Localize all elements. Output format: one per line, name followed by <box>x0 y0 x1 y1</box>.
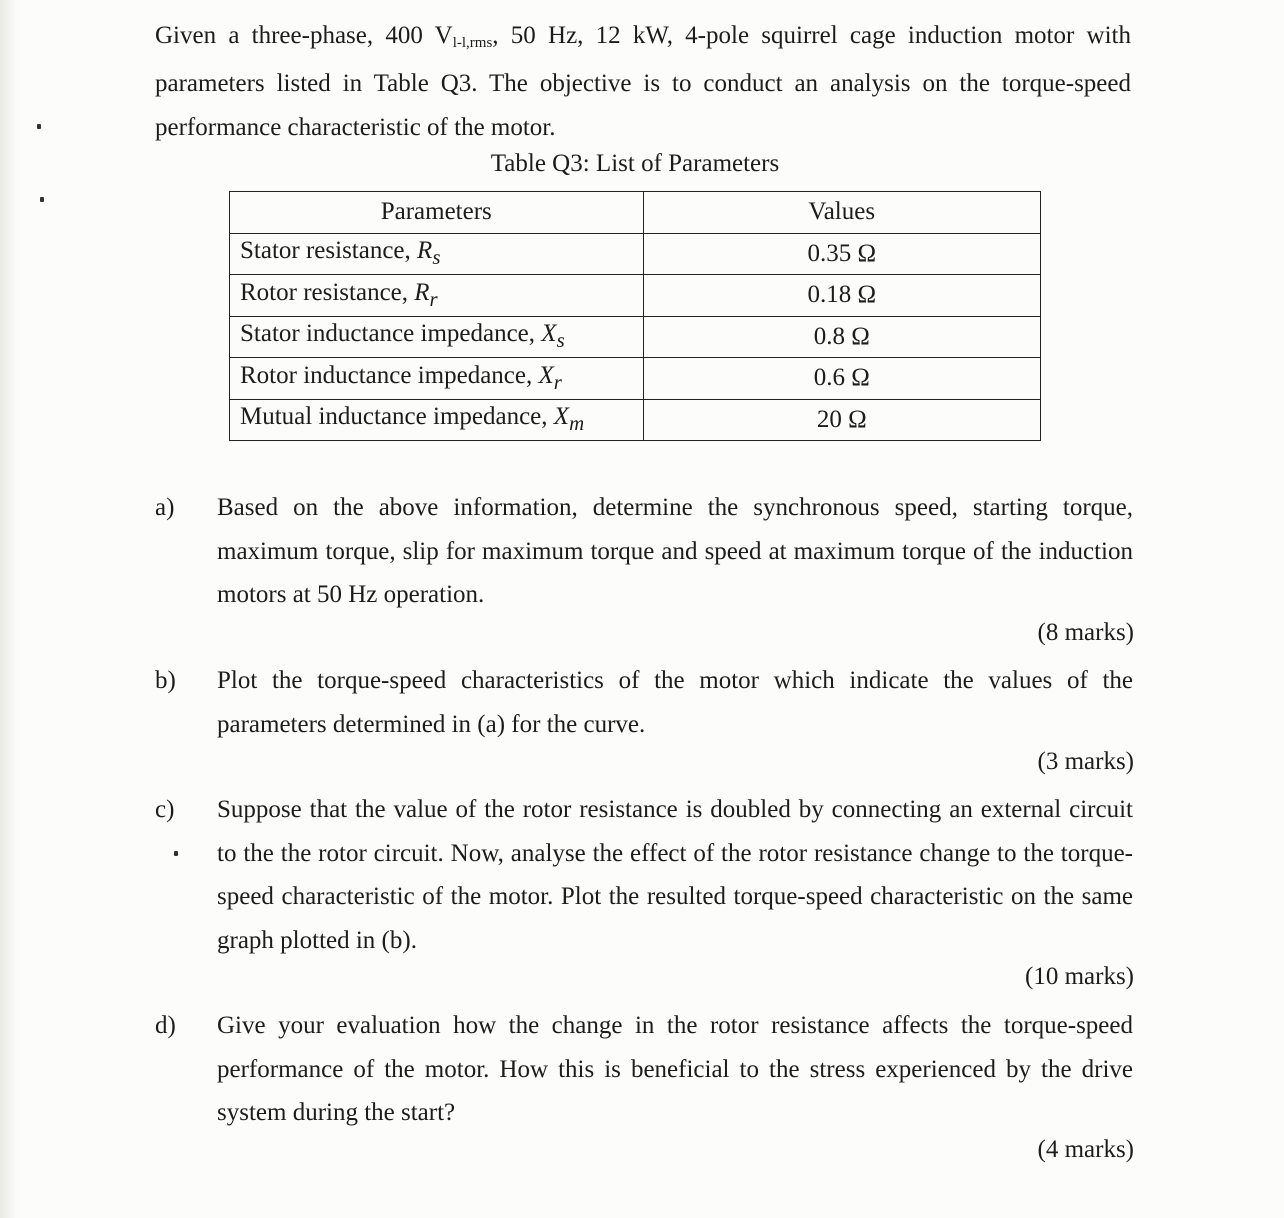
header-parameters: Parameters <box>230 192 644 234</box>
intro-text-end: , 50 Hz, 12 kW, 4-pole squirrel cage induction motor with parameters listed in Table Q3. The objective is to conduct an analysis on the torque-speed performance characteristic of the motor. <box>155 22 1131 141</box>
parameter-name: Rotor inductance impedance, $X_r$ <box>230 358 644 400</box>
parameter-value: 0.6 Ω <box>643 358 1040 400</box>
parameter-value: 20 Ω <box>643 399 1040 441</box>
parameter-name: Rotor resistance, $R_r$ <box>230 275 644 317</box>
question-text: Give your evaluation how the change in the rotor resistance affects the torque-speed performance of the motor. How this is beneficial to the stress experienced by the drive system during the start? <box>217 1012 1133 1126</box>
parameters-table <box>229 191 1041 441</box>
table-row <box>230 275 1041 317</box>
speck-mark <box>37 124 41 129</box>
speck-mark <box>40 197 44 202</box>
marks-d: (4 marks) <box>1037 1136 1134 1163</box>
speck-mark <box>174 851 178 856</box>
question-text: Suppose that the value of the rotor resistance is doubled by connecting an external circuit to the the rotor circuit. Now, analyse the effect of the rotor resistance change to the torque-speed characteristic of the motor. Plot the resulted torque-speed characteristic on the same graph plotted in (b). <box>217 796 1133 954</box>
table-row <box>230 233 1041 275</box>
parameter-name: Stator inductance impedance, $X_s$ <box>230 316 644 358</box>
question-label: a) <box>155 494 175 521</box>
parameter-value: 0.18 Ω <box>643 275 1040 317</box>
question-label: d) <box>155 1012 176 1039</box>
parameter-value: 0.35 Ω <box>643 233 1040 275</box>
voltage-subscript: l-l,rms <box>452 35 493 51</box>
question-c <box>155 788 1133 962</box>
question-text: Based on the above information, determine the synchronous speed, starting torque, maximum torque, slip for maximum torque and speed at maximum torque of the induction motors at 50 Hz operation. <box>217 494 1133 608</box>
table-caption: Table Q3: List of Parameters <box>490 150 780 177</box>
question-a <box>155 486 1133 617</box>
table-row <box>230 358 1041 400</box>
parameter-name: Stator resistance, $R_s$ <box>230 233 644 275</box>
question-text: Plot the torque-speed characteristics of the motor which indicate the values of the parameters determined in (a) for the curve. <box>217 667 1133 738</box>
question-label: b) <box>155 667 176 694</box>
parameter-name: Mutual inductance impedance, $X_m$ <box>230 399 644 441</box>
marks-a: (8 marks) <box>1037 619 1134 646</box>
page-edge-shadow <box>0 0 18 1218</box>
question-b <box>155 659 1133 746</box>
marks-c: (10 marks) <box>1025 963 1134 990</box>
table-header-row <box>230 192 1041 234</box>
header-values: Values <box>643 192 1040 234</box>
table-row <box>230 316 1041 358</box>
question-d <box>155 1004 1133 1135</box>
intro-paragraph <box>155 14 1131 151</box>
table-row <box>230 399 1041 441</box>
intro-text-start: Given a three-phase, 400 V <box>155 22 453 49</box>
marks-b: (3 marks) <box>1037 748 1134 775</box>
parameter-value: 0.8 Ω <box>643 316 1040 358</box>
question-label: c) <box>155 796 175 823</box>
